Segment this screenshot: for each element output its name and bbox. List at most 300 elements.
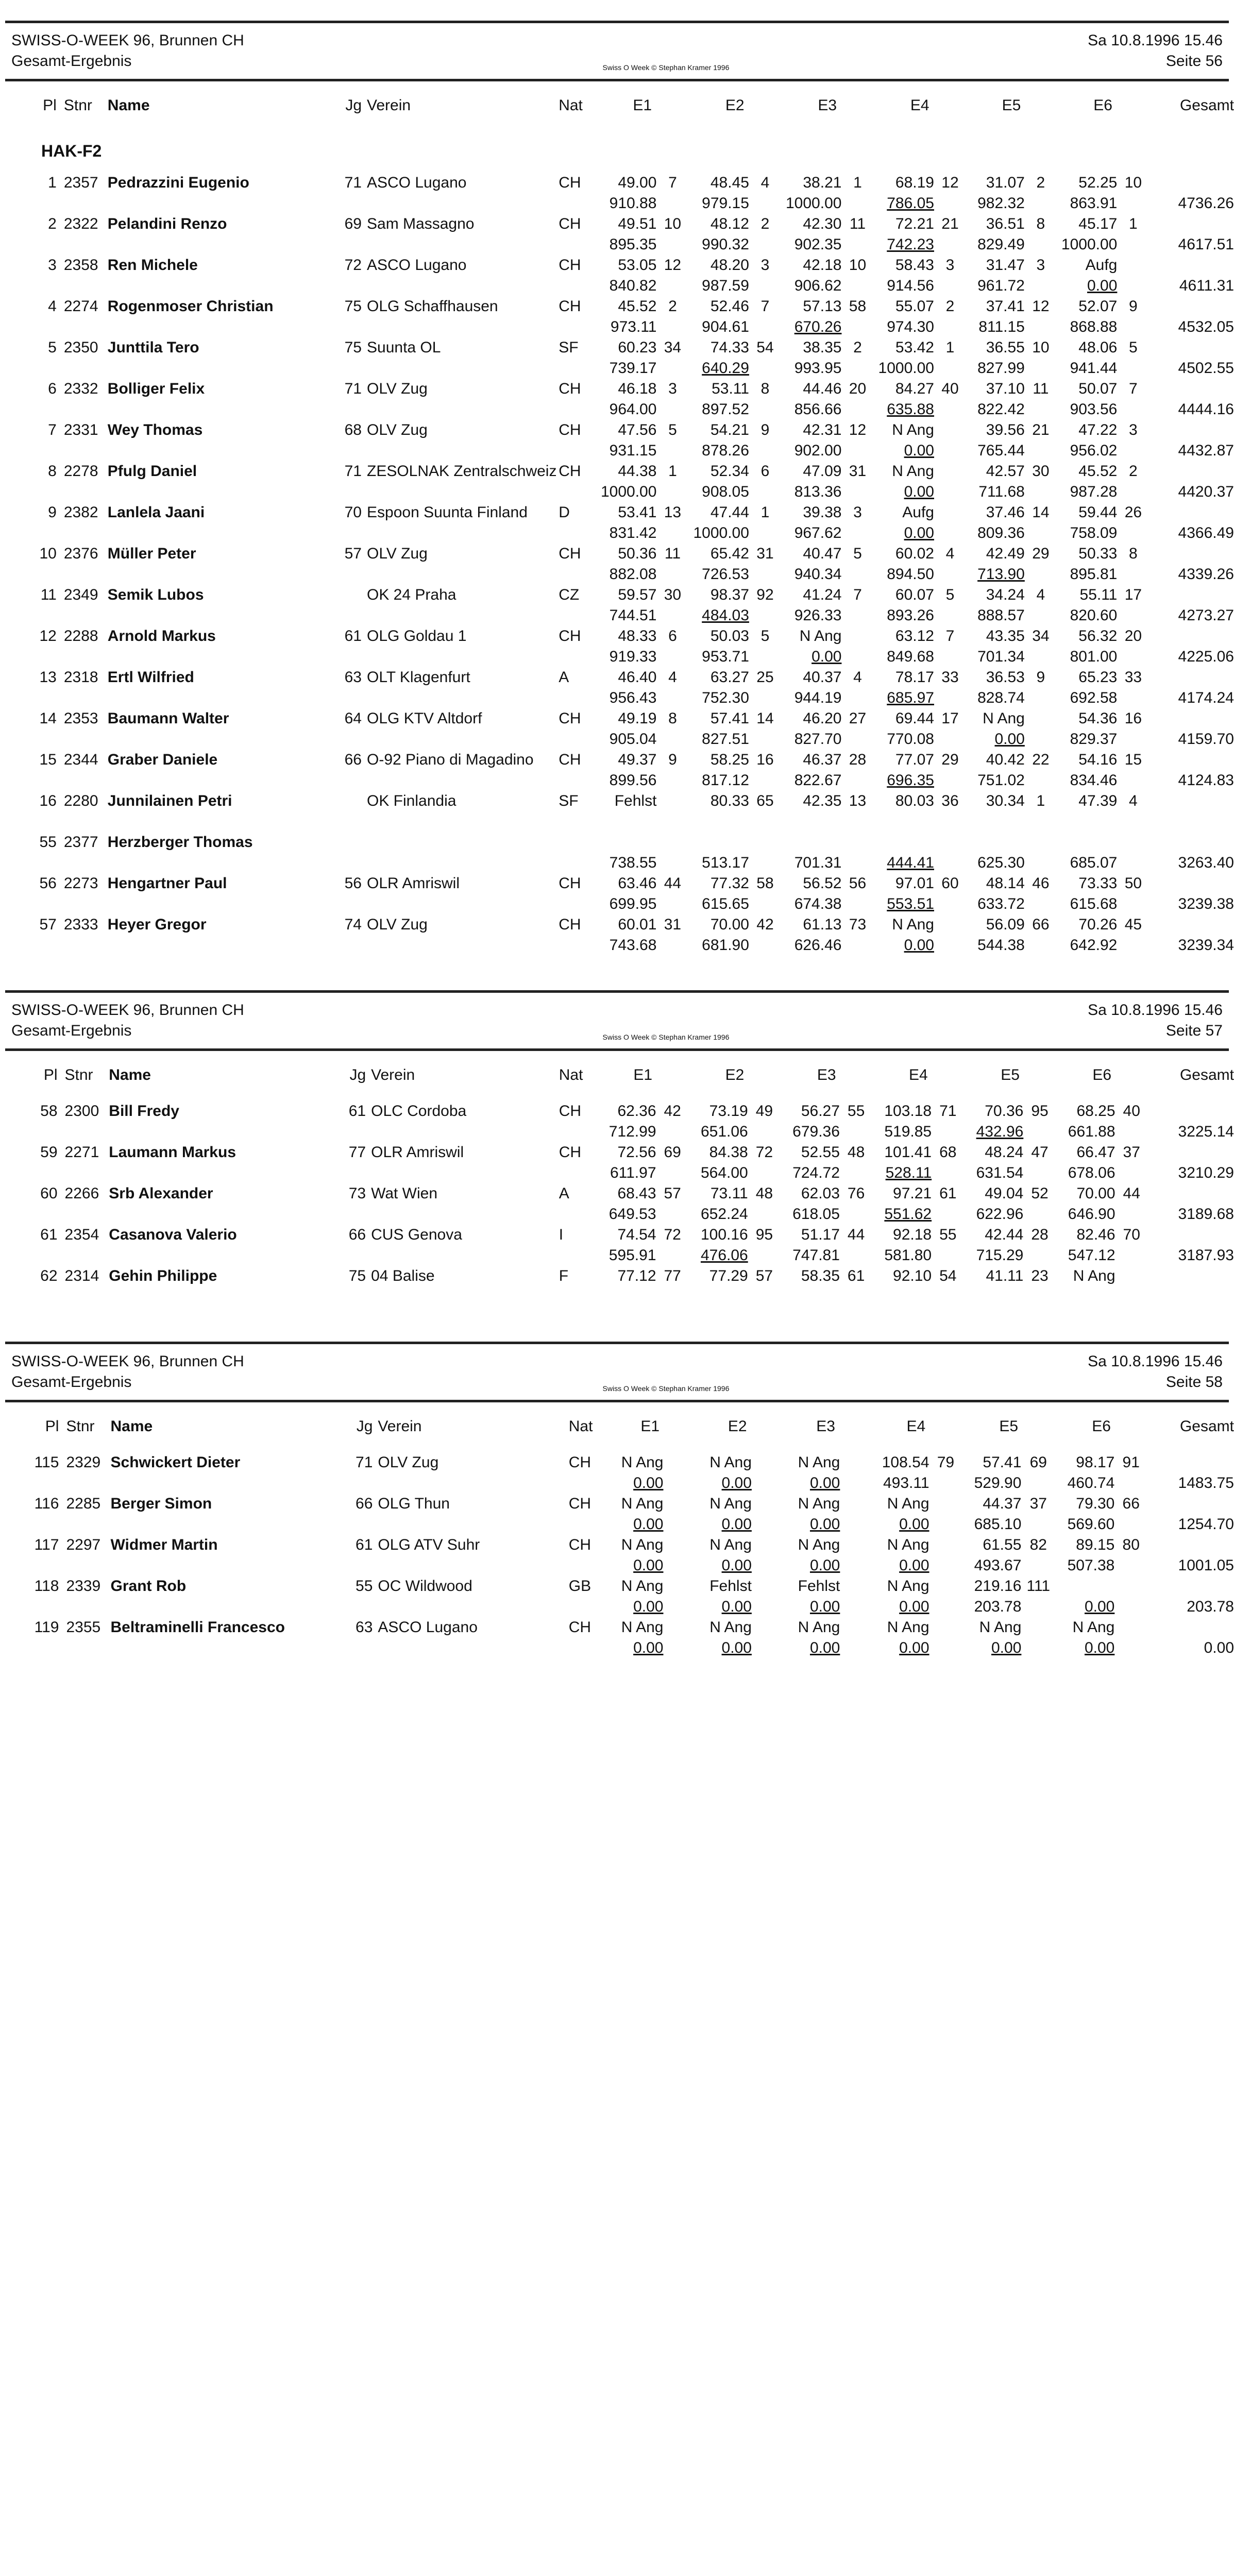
stage-rank: 4 [1036, 586, 1045, 603]
stage-rank [929, 1492, 962, 1513]
stage-points: 990.32 [702, 236, 749, 253]
stage-rank: 29 [941, 751, 959, 768]
stage-points: 0.00 [899, 1598, 929, 1615]
stage-time: N Ang [621, 1578, 664, 1595]
stage-rank: 12 [941, 174, 959, 191]
spacer [841, 315, 873, 336]
spacer [748, 1120, 781, 1141]
stage-points: 829.37 [1070, 731, 1118, 748]
nation: CH [559, 628, 581, 645]
spacer [841, 233, 873, 253]
total-points [1149, 810, 1234, 831]
spacer [656, 1285, 689, 1306]
spacer [934, 769, 966, 789]
stage-rank: 12 [849, 421, 867, 438]
stage-time: 70.36 [985, 1103, 1024, 1120]
stage-points: 611.97 [610, 1164, 656, 1181]
column-header-row [21, 1051, 1234, 1099]
stage-time: 39.38 [803, 504, 842, 521]
stage-points: 967.62 [794, 524, 842, 541]
stage-points: 0.00 [899, 1516, 929, 1533]
club: OLT Klagenfurt [367, 669, 470, 686]
stage-rank: 37 [1029, 1495, 1047, 1512]
stage-time: 42.35 [803, 792, 842, 809]
stage-time [873, 831, 934, 851]
spacer [841, 769, 873, 789]
total-points: 3263.40 [1178, 854, 1234, 871]
stage-points: 544.38 [977, 937, 1025, 954]
column-header: Pl [45, 1418, 59, 1435]
stage-points: 615.65 [702, 895, 749, 912]
place: 12 [39, 628, 57, 645]
stage-points: 715.29 [976, 1247, 1024, 1264]
total-empty [1149, 336, 1234, 357]
results-table [21, 81, 1234, 954]
stage-rank [752, 1533, 782, 1554]
stage-rank: 95 [1031, 1103, 1049, 1120]
spacer [934, 480, 966, 501]
start-number: 2376 [63, 545, 98, 562]
birth-year: 61 [348, 1103, 366, 1120]
spacer [21, 1471, 607, 1492]
place: 15 [39, 751, 57, 768]
stage-time: 44.38 [618, 463, 657, 480]
nation: CH [568, 1454, 591, 1471]
stage-points: 631.54 [976, 1164, 1024, 1181]
stage-points: 460.74 [1067, 1475, 1115, 1492]
start-number: 2349 [63, 586, 98, 603]
runner-name: Ren Michele [107, 257, 198, 274]
stage-points: 758.09 [1070, 524, 1118, 541]
runner-name: Grant Rob [110, 1578, 187, 1595]
birth-year: 74 [344, 916, 362, 933]
stage-rank: 58 [756, 875, 774, 892]
stage-rank: 23 [1031, 1267, 1049, 1284]
stage-points: 828.74 [977, 689, 1025, 706]
start-number: 2382 [63, 504, 98, 521]
stage-time: 55.11 [1079, 586, 1118, 603]
stage-time: 45.17 [1078, 215, 1118, 232]
spacer [841, 934, 873, 954]
stage-rank: 95 [755, 1226, 773, 1243]
points-row [21, 810, 1234, 831]
spacer [1117, 233, 1149, 253]
spacer [1117, 439, 1149, 460]
spacer [1117, 686, 1149, 707]
stage-time: 38.21 [803, 174, 842, 191]
spacer [752, 1554, 782, 1574]
birth-year: 72 [344, 257, 362, 274]
stage-points: 674.38 [794, 895, 842, 912]
stage-time: 103.18 [884, 1103, 932, 1120]
stage-points: 0.00 [721, 1475, 752, 1492]
place: 10 [39, 545, 57, 562]
stage-rank: 55 [847, 1103, 865, 1120]
birth-year: 73 [348, 1185, 366, 1202]
stage-points: 652.24 [700, 1206, 748, 1223]
table-row [21, 913, 1234, 934]
stage-rank: 65 [756, 792, 774, 809]
stage-points [688, 810, 749, 831]
spacer [840, 1636, 870, 1657]
stage-rank: 82 [1029, 1536, 1047, 1553]
stage-rank: 36 [941, 792, 959, 809]
place: 7 [48, 421, 57, 438]
stage-time [688, 831, 749, 851]
runner-name: Hengartner Paul [107, 875, 227, 892]
stage-points: 919.33 [609, 648, 657, 665]
stage-time: 63.27 [710, 669, 749, 686]
start-number: 2273 [63, 875, 98, 892]
credit-line: Swiss O Week © Stephan Kramer 1996 [602, 1033, 730, 1041]
total-points: 3225.14 [1178, 1123, 1234, 1140]
stage-points: 770.08 [887, 731, 934, 748]
spacer [21, 1202, 597, 1223]
nation: CH [559, 710, 581, 727]
stage-time: 31.47 [986, 257, 1025, 274]
spacer [840, 1161, 872, 1182]
stage-time: N Ang [621, 1454, 664, 1471]
spacer [1025, 563, 1057, 583]
spacer [749, 769, 781, 789]
stage-points: 893.26 [887, 607, 934, 624]
stage-time: 59.57 [618, 586, 657, 603]
stage-rank: 49 [755, 1103, 773, 1120]
print-date: Sa 10.8.1996 15.46 [1088, 32, 1223, 49]
stage-rank: 22 [1032, 751, 1050, 768]
spacer [1025, 521, 1057, 542]
stage-time: 42.31 [803, 421, 842, 438]
runner-name: Bolliger Felix [107, 380, 205, 397]
category-row [21, 130, 1234, 171]
stage-points: 0.00 [991, 1639, 1022, 1656]
stage-rank [934, 501, 966, 521]
stage-points: 765.44 [977, 442, 1025, 459]
club: OLR Amriswil [367, 875, 460, 892]
spacer [1025, 769, 1057, 789]
stage-rank: 7 [1129, 380, 1138, 397]
stage-points: 813.36 [794, 483, 842, 500]
stage-rank [752, 1451, 782, 1471]
spacer [1117, 192, 1149, 212]
nation: CZ [559, 586, 580, 603]
stage-rank: 17 [941, 710, 959, 727]
spacer [1021, 1636, 1055, 1657]
club: OLG ATV Suhr [378, 1536, 480, 1553]
start-number: 2278 [63, 463, 98, 480]
nation: A [559, 669, 569, 686]
birth-year: 64 [344, 710, 362, 727]
spacer [929, 1595, 962, 1616]
stage-time: 49.04 [985, 1185, 1024, 1202]
spacer [840, 1120, 872, 1141]
spacer [932, 1161, 964, 1182]
stage-rank [840, 1533, 870, 1554]
runner-name: Heyer Gregor [107, 916, 207, 933]
stage-points: 519.85 [884, 1123, 932, 1140]
stage-time: 101.41 [884, 1144, 932, 1161]
stage-time: 72.21 [895, 215, 934, 232]
spacer [934, 315, 966, 336]
stage-rank: 58 [849, 298, 867, 315]
table-row [21, 1223, 1234, 1244]
stage-points: 547.12 [1068, 1247, 1115, 1264]
stage-rank: 42 [664, 1103, 681, 1120]
table-row [21, 748, 1234, 769]
start-number: 2357 [63, 174, 98, 191]
stage-points: 701.34 [977, 648, 1025, 665]
nation: D [559, 504, 570, 521]
spacer [1025, 727, 1057, 748]
stage-points: 678.06 [1068, 1164, 1115, 1181]
total-empty [1148, 1099, 1234, 1120]
runner-name: Rogenmoser Christian [107, 298, 274, 315]
stage-rank [752, 1616, 782, 1636]
stage-time: 46.37 [803, 751, 842, 768]
stage-points: 679.36 [792, 1123, 840, 1140]
birth-year [338, 583, 367, 604]
birth-year: 63 [344, 669, 362, 686]
spacer [656, 480, 688, 501]
stage-rank: 28 [849, 751, 867, 768]
total-points: 1254.70 [1178, 1516, 1234, 1533]
spacer [932, 1244, 964, 1264]
spacer [749, 892, 781, 913]
header-left [11, 1351, 244, 1393]
spacer [929, 1471, 962, 1492]
spacer [840, 1285, 872, 1306]
spacer [749, 315, 781, 336]
stage-rank: 8 [760, 380, 770, 397]
stage-rank: 31 [756, 545, 774, 562]
column-header: E1 [633, 97, 652, 114]
table-row [21, 1616, 1234, 1636]
stage-points: 0.00 [904, 524, 934, 541]
stage-time: 52.46 [710, 298, 749, 315]
stage-time: N Ang [1072, 1619, 1115, 1636]
stage-points: 569.60 [1067, 1516, 1115, 1533]
start-number: 2280 [63, 792, 98, 809]
stage-points: 811.15 [978, 318, 1025, 335]
stage-points: 1000.00 [600, 483, 657, 500]
points-row [21, 1471, 1234, 1492]
place: 117 [34, 1536, 59, 1553]
stage-time: N Ang [979, 1619, 1022, 1636]
stage-time: 30.34 [986, 792, 1025, 809]
stage-rank: 21 [941, 215, 959, 232]
stage-time: N Ang [709, 1454, 752, 1471]
stage-rank: 33 [941, 669, 959, 686]
total-points: 4124.83 [1178, 772, 1234, 789]
stage-rank: 1 [853, 174, 862, 191]
spacer [1117, 934, 1149, 954]
stage-time: 52.07 [1078, 298, 1118, 315]
stage-points: 940.34 [794, 566, 842, 583]
spacer [841, 398, 873, 418]
runner-name: Baumann Walter [107, 710, 229, 727]
place: 11 [40, 586, 57, 603]
start-number: 2288 [63, 628, 98, 645]
stage-points: 685.07 [1070, 854, 1118, 871]
spacer [752, 1636, 782, 1657]
runner-name: Graber Daniele [107, 751, 218, 768]
stage-time: 42.18 [803, 257, 842, 274]
stage-points: 888.57 [977, 607, 1025, 624]
stage-time: 53.41 [618, 504, 657, 521]
nation: CH [559, 421, 581, 438]
club: O-92 Piano di Magadino [367, 751, 534, 768]
stage-points: 0.00 [721, 1598, 752, 1615]
column-header: Jg [349, 1066, 366, 1083]
spacer [929, 1513, 962, 1533]
stage-points: 0.00 [633, 1598, 664, 1615]
spacer [1114, 1513, 1147, 1533]
stage-rank [656, 789, 688, 810]
place: 56 [39, 875, 57, 892]
stage-points: 507.38 [1067, 1557, 1115, 1574]
spacer [752, 1513, 782, 1533]
spacer [656, 192, 688, 212]
place: 6 [48, 380, 57, 397]
stage-points: 987.28 [1070, 483, 1118, 500]
points-row [21, 398, 1234, 418]
stage-time [1057, 831, 1117, 851]
points-row [21, 1120, 1234, 1141]
stage-time: 68.25 [1076, 1103, 1115, 1120]
stage-time: 39.56 [986, 421, 1025, 438]
spacer [1025, 315, 1057, 336]
stage-points: 894.50 [887, 566, 934, 583]
stage-time: N Ang [798, 1495, 840, 1512]
total-empty [1148, 1264, 1234, 1285]
stage-time: 57.41 [983, 1454, 1022, 1471]
stage-points: 0.00 [633, 1516, 664, 1533]
table-row [21, 1451, 1234, 1471]
column-header: Jg [345, 97, 362, 114]
table-row [21, 542, 1234, 563]
club: ASCO Lugano [367, 257, 467, 274]
stage-time: 63.46 [618, 875, 657, 892]
points-row [21, 686, 1234, 707]
stage-points: 0.00 [721, 1557, 752, 1574]
club: OLG KTV Altdorf [367, 710, 482, 727]
stage-points: 1000.00 [878, 360, 934, 377]
spacer [21, 439, 596, 460]
spacer [1117, 274, 1149, 295]
stage-time: 56.27 [801, 1103, 840, 1120]
stage-time: N Ang [892, 421, 934, 438]
stage-rank: 56 [849, 875, 867, 892]
stage-points: 581.80 [884, 1247, 932, 1264]
stage-points: 993.95 [794, 360, 842, 377]
spacer [934, 357, 966, 377]
stage-time: 48.12 [710, 215, 749, 232]
stage-time: 48.24 [985, 1144, 1024, 1161]
column-header-row [21, 1402, 1234, 1451]
stage-time: 69.44 [895, 710, 934, 727]
stage-points: 726.53 [702, 566, 749, 583]
place: 8 [48, 463, 57, 480]
total-points [1148, 1285, 1234, 1306]
stage-rank: 6 [760, 463, 770, 480]
stage-rank: 12 [664, 257, 682, 274]
table-row [21, 336, 1234, 357]
stage-points: 742.23 [887, 236, 934, 253]
table-row [21, 1264, 1234, 1285]
stage-rank: 20 [849, 380, 867, 397]
spacer [840, 1513, 870, 1533]
stage-rank [841, 624, 873, 645]
nation: CH [559, 1144, 582, 1161]
stage-rank: 48 [755, 1185, 773, 1202]
birth-year: 75 [348, 1267, 366, 1284]
stage-rank: 42 [756, 916, 774, 933]
column-header: Verein [371, 1066, 415, 1083]
points-row [21, 1554, 1234, 1574]
stage-time: 38.35 [803, 339, 842, 356]
total-points: 1001.05 [1178, 1557, 1234, 1574]
stage-points: 493.11 [883, 1475, 929, 1492]
stage-time: 37.46 [986, 504, 1025, 521]
total-empty [1149, 460, 1234, 480]
total-points: 3239.38 [1178, 895, 1234, 912]
stage-rank: 4 [760, 174, 770, 191]
stage-rank [929, 1574, 962, 1595]
column-header: Gesamt [1179, 1418, 1234, 1435]
stage-points: 724.72 [792, 1164, 840, 1181]
stage-points: 849.68 [887, 648, 934, 665]
spacer [1025, 686, 1057, 707]
stage-rank: 5 [668, 421, 677, 438]
spacer [748, 1161, 781, 1182]
stage-rank: 34 [1032, 628, 1050, 645]
spacer [21, 1244, 597, 1264]
stage-time: N Ang [709, 1495, 752, 1512]
stage-time: 54.36 [1078, 710, 1118, 727]
stage-time: 51.17 [801, 1226, 840, 1243]
place: 16 [39, 792, 57, 809]
nation: CH [559, 257, 581, 274]
stage-points: 1000.00 [786, 195, 842, 212]
stage-rank: 5 [1129, 339, 1138, 356]
stage-points: 953.71 [702, 648, 749, 665]
spacer [749, 934, 781, 954]
spacer [1115, 1202, 1148, 1223]
place: 119 [34, 1619, 59, 1636]
stage-time: 47.56 [618, 421, 657, 438]
results-table [21, 1402, 1234, 1657]
stage-time: 48.20 [710, 257, 749, 274]
place: 1 [48, 174, 57, 191]
spacer [749, 274, 781, 295]
stage-rank: 7 [853, 586, 862, 603]
stage-rank: 9 [1129, 298, 1138, 315]
spacer [1117, 892, 1149, 913]
stage-points: 834.46 [1070, 772, 1118, 789]
stage-rank: 46 [1032, 875, 1050, 892]
stage-rank: 10 [664, 215, 682, 232]
stage-rank [1114, 1616, 1147, 1636]
stage-points: 476.06 [700, 1247, 748, 1264]
column-header: Name [110, 1418, 153, 1435]
stage-rank: 8 [1036, 215, 1045, 232]
report-subtitle: Gesamt-Ergebnis [11, 1374, 132, 1391]
stage-rank: 26 [1124, 504, 1142, 521]
stage-points: 840.82 [609, 277, 657, 294]
stage-points: 0.00 [809, 1475, 840, 1492]
birth-year [338, 831, 367, 851]
start-number: 2300 [64, 1103, 99, 1120]
